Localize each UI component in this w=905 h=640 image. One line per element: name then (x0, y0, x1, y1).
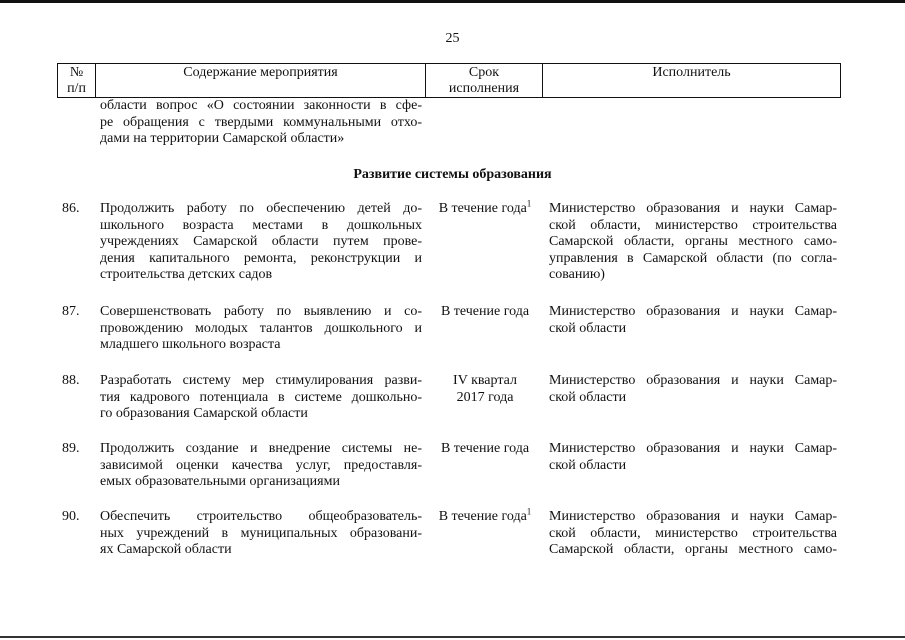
row-content (100, 441, 422, 491)
term-line: IV квартал (453, 373, 517, 388)
continuation-line: области вопрос «О состоянии законности в сфе- (100, 98, 422, 113)
content-line: емых образовательными организациями (100, 474, 340, 489)
content-line: строительства детских садов (100, 267, 273, 282)
header-executor-cell: Исполнитель (543, 64, 841, 98)
bottom-rule (0, 636, 905, 638)
content-line: провождению молодых талантов дошкольного и (100, 320, 422, 336)
row-term (432, 441, 538, 458)
row-term (432, 304, 538, 321)
executor-line: Самарской области, органы местного само- (549, 234, 837, 249)
row-content (100, 304, 422, 354)
row-content (100, 373, 422, 423)
content-line: Продолжить работу по обеспечению детей до- (100, 201, 422, 216)
content-line: ях Самарской области (100, 542, 232, 557)
row-executor (549, 201, 837, 284)
executor-line: Министерство образования и науки Самар- (549, 373, 837, 388)
section-title: Развитие системы образования (353, 167, 552, 182)
term-text: В течение года (438, 201, 527, 216)
executor-line: управления в Самарской области (по согла- (549, 250, 837, 266)
row-content (100, 201, 422, 284)
header-term-line-1: Срок (468, 65, 500, 80)
row-number: 87. (62, 304, 80, 319)
content-line: ных учреждений в муниципальных образовани- (100, 525, 422, 541)
header-num-line-2: п/п (67, 81, 86, 96)
executor-line: Самарской области, органы местного само- (549, 542, 837, 557)
content-line: зависимой оценки качества услуг, предоставля- (100, 457, 422, 473)
row-content (100, 509, 422, 559)
content-line: тия кадрового потенциала в системе дошкольно- (100, 389, 422, 405)
row-number: 88. (62, 373, 80, 388)
continuation-text (100, 98, 422, 148)
row-executor (549, 509, 837, 559)
row-number: 90. (62, 509, 80, 524)
row-executor (549, 304, 837, 337)
row-term (432, 198, 538, 218)
row-number: 86. (62, 201, 80, 216)
header-term-line-2: исполнения (448, 81, 520, 96)
executor-line: сованию) (549, 267, 605, 282)
executor-line: ской области, министерство строительства (549, 525, 837, 541)
header-num-cell (58, 64, 96, 98)
executor-line: ской области (549, 457, 627, 473)
content-line: дения капитального ремонта, реконструкции и (100, 250, 422, 266)
executor-line: ской области, министерство строительства (549, 217, 837, 233)
term-text: В течение года (438, 509, 527, 524)
term-text: В течение года (440, 304, 530, 319)
row-executor (549, 441, 837, 474)
executor-line: Министерство образования и науки Самар- (549, 441, 837, 456)
content-line: Разработать систему мер стимулирования разви- (100, 373, 422, 388)
executor-line: Министерство образования и науки Самар- (549, 201, 837, 216)
content-line: Обеспечить строительство общеобразователь- (100, 509, 422, 524)
row-term (432, 506, 538, 526)
executor-line: Министерство образования и науки Самар- (549, 509, 837, 524)
page-number: 25 (445, 31, 460, 46)
row-number: 89. (62, 441, 80, 456)
header-content-cell: Содержание мероприятия (96, 64, 426, 98)
table-header (57, 63, 841, 98)
term-footnote: 1 (526, 198, 532, 209)
header-num-line-1: № (69, 65, 84, 80)
content-line: го образования Самарской области (100, 406, 308, 421)
executor-line: ской области (549, 320, 627, 336)
row-executor (549, 373, 837, 406)
continuation-line: ре обращения с твердыми коммунальными отхо- (100, 114, 422, 130)
term-text: В течение года (440, 441, 530, 456)
header-term-cell (426, 64, 543, 98)
content-line: Совершенствовать работу по выявлению и со- (100, 304, 422, 319)
content-line: младшего школьного возраста (100, 337, 281, 352)
content-line: школьного возраста местами в дошкольных (100, 217, 422, 233)
continuation-line: дами на территории Самарской области» (100, 131, 345, 146)
term-line: 2017 года (456, 389, 514, 405)
top-rule (0, 0, 905, 3)
executor-line: Министерство образования и науки Самар- (549, 304, 837, 319)
term-footnote: 1 (526, 506, 532, 517)
content-line: учреждениях Самарской области путем прове- (100, 234, 422, 249)
content-line: Продолжить создание и внедрение системы не- (100, 441, 422, 456)
row-term (432, 373, 538, 406)
executor-line: ской области (549, 389, 627, 405)
